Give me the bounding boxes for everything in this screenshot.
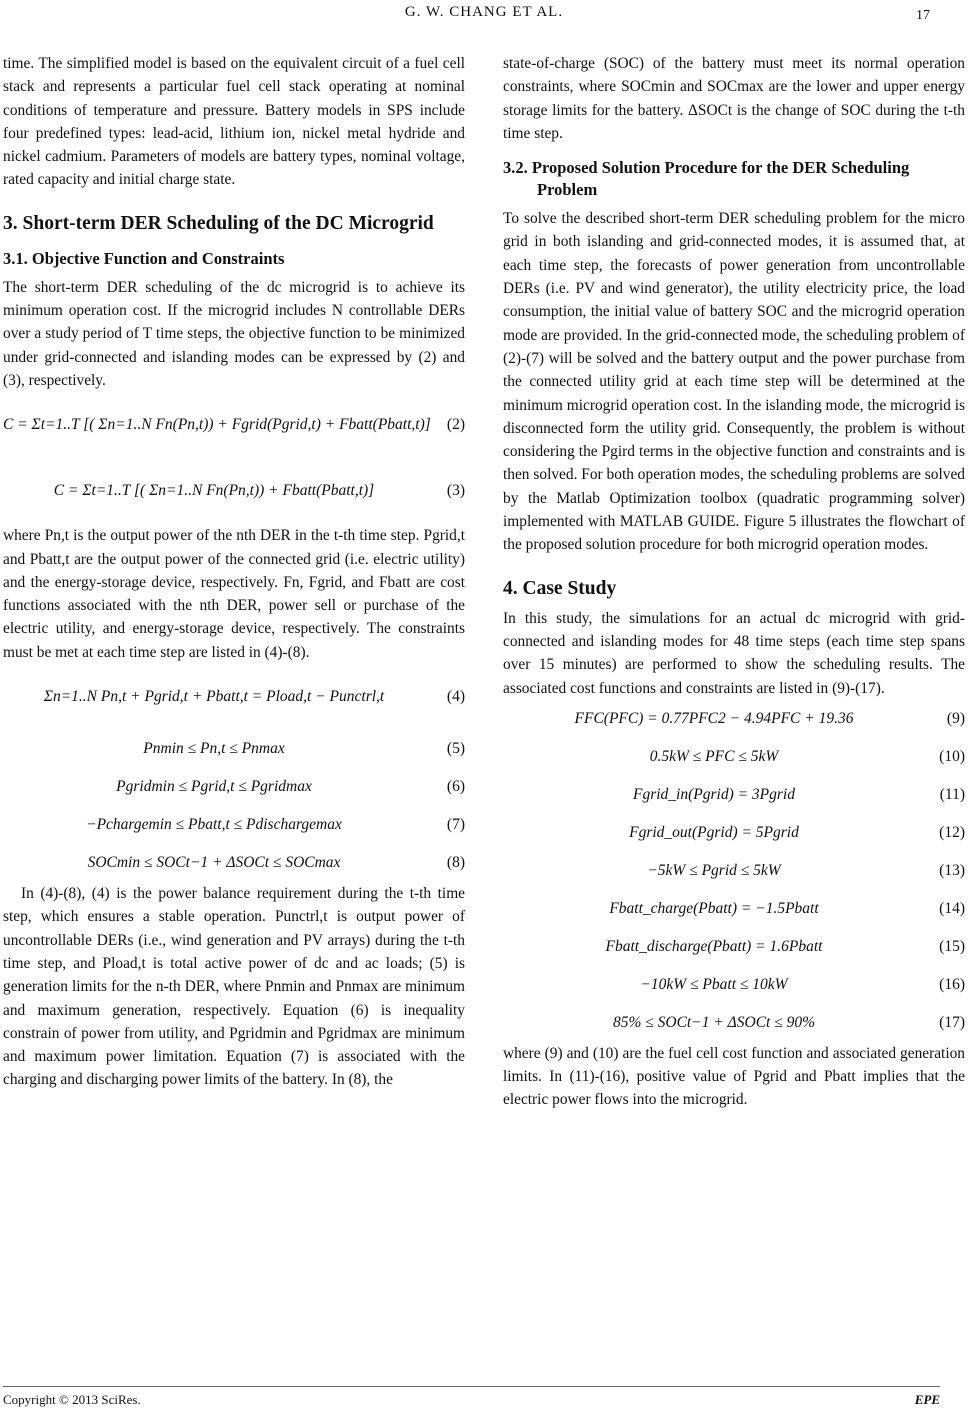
equation-17 [503,1004,965,1042]
left-column [3,52,465,1092]
equation-13-number: (13) [939,861,965,879]
page-number: 17 [916,8,930,23]
journal-abbrev: EPE [914,1392,940,1407]
soc-paragraph: state-of-charge (SOC) of the battery must meet its normal operation constraints, where SOCmin and SOCmax are the lower and upper energy storage limits for the battery. ΔSOCt is the change of SOC during the t-th time step. [503,55,965,142]
equation-7-body: −Pchargemin ≤ Pbatt,t ≤ Pdischargemax [86,816,342,834]
equation-17-body: 85% ≤ SOCt−1 + ΔSOCt ≤ 90% [612,1013,816,1031]
where-paragraph: where Pn,t is the output power of the nth DER in the t-th time step. Pgrid,t and Pbatt,t are the output power of the connected grid (i.e. electric utility) and the energy-storage device, respectively. Fn, Fgrid, and Fbatt are cost functions associated with the nth DER, power sell or purchase of the electric utility, and energy-storage device, respectively. The constraints must be met at each time step are listed in (4)-(8). [3,527,465,661]
final-paragraph: where (9) and (10) are the fuel cell cost function and associated generation limits. In (11)-(16), positive value of Pgrid and Pbatt implies that the electric power flows into the microgrid. [503,1044,965,1109]
equation-4-number: (4) [446,688,465,706]
equation-13 [503,852,965,890]
equation-11 [503,776,965,814]
equation-11-number: (11) [939,785,965,803]
equation-13-body: −5kW ≤ Pgrid ≤ 5kW [647,861,781,879]
equation-15-number: (15) [939,937,965,955]
equation-6 [3,768,465,806]
equation-14-body: Fbatt_charge(Pbatt) = −1.5Pbatt [609,899,819,917]
equation-5 [3,730,465,768]
section-3-heading: 3. Short-term DER Scheduling of the DC Microgrid [3,212,434,234]
equation-2-number: (2) [446,416,465,434]
objective-paragraph: The short-term DER scheduling of the dc microgrid is to achieve its minimum operation cost. If the microgrid includes N controllable DERs over a study period of T time steps, the objective function to be minimized under grid-connected and islanding modes can be expressed by (2) and (3), respectively. [3,278,465,389]
equation-16 [503,966,965,1004]
equation-15 [503,928,965,966]
equation-5-body: Pnmin ≤ Pn,t ≤ Pnmax [143,740,285,758]
equation-3 [3,458,465,524]
equation-7-number: (7) [446,816,465,834]
header-title: G. W. CHANG ET AL. [404,4,564,20]
equation-7 [3,806,465,844]
equation-14 [503,890,965,928]
equation-4 [3,664,465,730]
equation-6-number: (6) [446,778,465,796]
copyright-text: Copyright © 2013 SciRes. [3,1392,141,1407]
section-4-heading: 4. Case Study [503,577,617,599]
equation-14-number: (14) [939,899,965,917]
equation-3-body: C = Σt=1..T [( Σn=1..N Fn(Pn,t)) + Fbatt(Pbatt,t)] [53,482,375,500]
intro-paragraph: time. The simplified model is based on the equivalent circuit of a fuel cell stack and represents a particular fuel cell stack operating at nominal conditions of temperature and pressure. Battery models in SPS include four predefined types: lead-acid, lithium ion, nickel metal hydride and nickel cadmium. Parameters of models are battery types, nominal voltage, rated capacity and initial charge state. [3,55,465,189]
equation-9-body: FFC(PFC) = 0.77PFC2 − 4.94PFC + 19.36 [574,709,854,727]
equation-16-body: −10kW ≤ Pbatt ≤ 10kW [640,975,788,993]
footer-rule [3,1386,940,1387]
equation-4-body: Σn=1..N Pn,t + Pgrid,t + Pbatt,t = Pload,t − Punctrl,t [43,688,385,706]
equation-12-number: (12) [939,823,965,841]
equation-2-body: C = Σt=1..T [( Σn=1..N Fn(Pn,t)) + Fgrid(Pgrid,t) + Fbatt(Pbatt,t)] [3,416,431,434]
equation-10 [503,738,965,776]
section-3-2-heading: 3.2. Proposed Solution Procedure for the DER Scheduling Problem [503,158,910,200]
constraints-paragraph: In (4)-(8), (4) is the power balance requirement during the t-th time step, which ensures a stable operation. Punctrl,t is output power of uncontrollable DERs (i.e., wind generation and PV arrays) during the t-th time step, and Pload,t is total active power of dc and ac loads; (5) is generation limits for the n-th DER, where Pnmin and Pnmax are minimum and maximum generation, respectively. Equation (6) is inequality constrain of power from utility, and Pgridmin and Pgridmax are minimum and maximum power limitation. Equation (7) is associated with the charging and discharging power limits of the battery. In (8), the [3,885,465,1089]
equation-3-number: (3) [446,482,465,500]
equation-6-body: Pgridmin ≤ Pgrid,t ≤ Pgridmax [116,778,312,796]
equation-16-number: (16) [939,975,965,993]
right-column [503,52,965,1112]
equation-9 [503,700,965,738]
equation-11-body: Fgrid_in(Pgrid) = 3Pgrid [632,785,795,803]
equation-9-number: (9) [946,709,965,727]
equation-8-number: (8) [446,854,465,872]
equation-15-body: Fbatt_discharge(Pbatt) = 1.6Pbatt [605,937,823,955]
equation-12-body: Fgrid_out(Pgrid) = 5Pgrid [629,823,799,841]
equation-8 [3,844,465,882]
equation-10-body: 0.5kW ≤ PFC ≤ 5kW [649,747,779,765]
case-study-paragraph: In this study, the simulations for an actual dc microgrid with grid-connected and islanding modes for 48 time steps (each time step spans over 15 minutes) are performed to show the scheduling results. The associated cost functions and constraints are listed in (9)-(17). [503,609,965,697]
equation-5-number: (5) [446,740,465,758]
equation-17-number: (17) [939,1013,965,1031]
equation-12 [503,814,965,852]
section-3-1-heading: 3.1. Objective Function and Constraints [3,248,285,268]
running-header [0,4,968,28]
solution-paragraph: To solve the described short-term DER scheduling problem for the micro grid in both islanding and grid-connected modes, it is assumed that, at each time step, the forecasts of power generation from uncontrollable DERs (i.e. PV and wind generator), the utility electricity price, the load consumption, the initial value of battery SOC and the microgrid operation mode are provided. In the grid-connected mode, the scheduling problem of (2)-(7) will be solved and the battery output and the power purchase from the connected utility grid at each time step will be determined at the minimum microgrid operation cost. In the islanding mode, the microgrid is disconnected form the utility grid. Consequently, the problem is without considering the Pgird terms in the objective function and constraints and is then solved. For both operation modes, the scheduling problems are solved by the Matlab Optimization toolbox (quadratic programming solver) implemented with MATLAB GUIDE. Figure 5 illustrates the flowchart of the proposed solution procedure for both microgrid operation modes. [503,210,965,554]
equation-8-body: SOCmin ≤ SOCt−1 + ΔSOCt ≤ SOCmax [87,854,341,872]
equation-2 [3,392,465,458]
equation-10-number: (10) [939,747,965,765]
